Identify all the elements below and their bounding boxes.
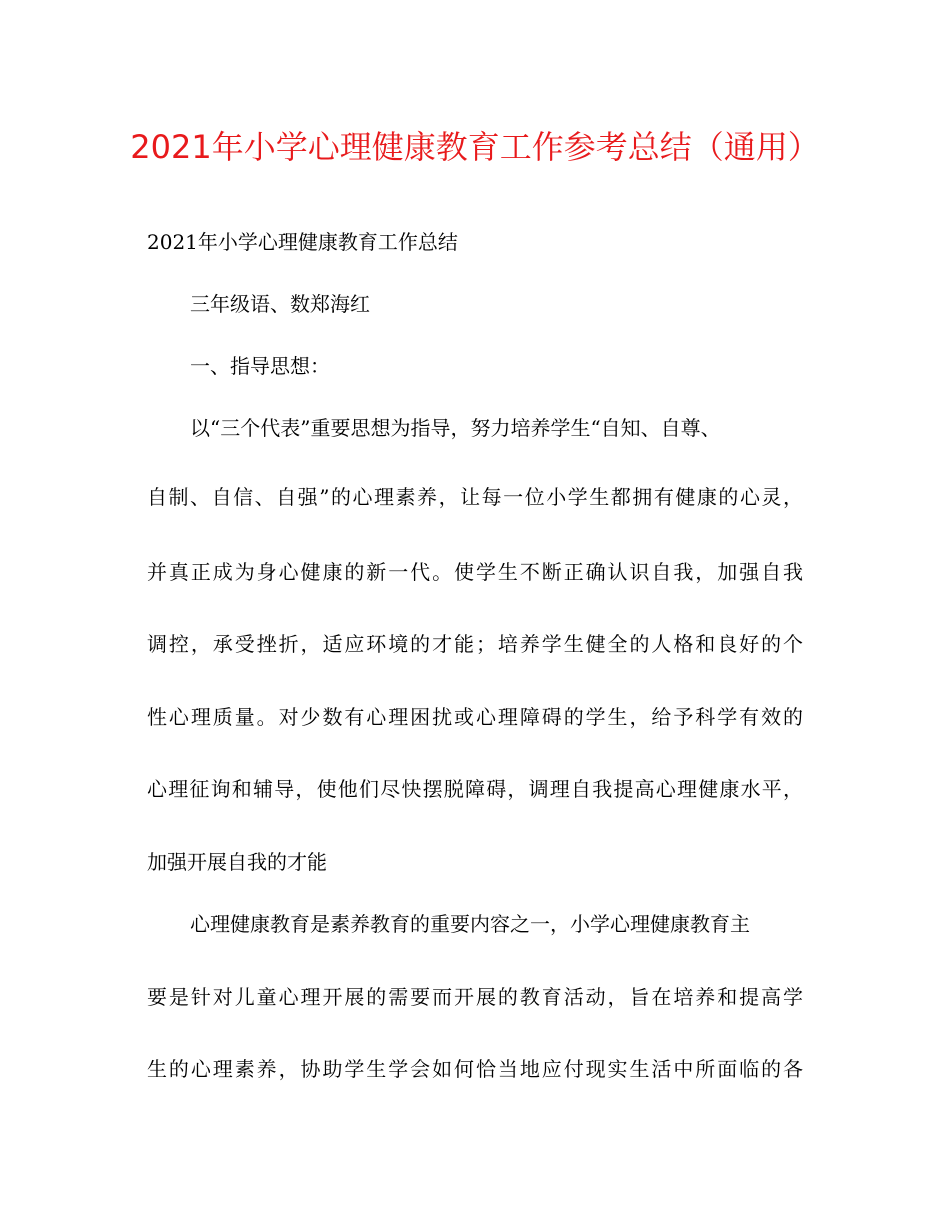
- paragraph-1-line-5: 性心理质量。对少数有心理困扰或心理障碍的学生，给予科学有效的: [147, 705, 803, 729]
- paragraph-2-line-3: 生的心理素养，协助学生学会如何恰当地应付现实生活中所面临的各: [147, 1057, 803, 1081]
- section-heading: 一、指导思想：: [190, 354, 330, 378]
- paragraph-1-line-1: 以“三个代表”重要思想为指导，努力培养学生“自知、自尊、: [190, 416, 721, 440]
- paragraph-1-line-6: 心理征询和辅导，使他们尽快摆脱障碍，调理自我提高心理健康水平，: [147, 777, 803, 801]
- paragraph-1-line-2: 自制、自信、自强”的心理素养，让每一位小学生都拥有健康的心灵，: [147, 485, 803, 509]
- author-line: 三年级语、数郑海红: [190, 292, 370, 316]
- paragraph-1-line-7: 加强开展自我的才能: [147, 850, 327, 874]
- document-title: 2021年小学心理健康教育工作参考总结（通用）: [130, 128, 820, 166]
- paragraph-2-line-1: 心理健康教育是素养教育的重要内容之一，小学心理健康教育主: [190, 912, 750, 936]
- document-subtitle: 2021年小学心理健康教育工作总结: [147, 230, 458, 254]
- paragraph-1-line-4: 调控，承受挫折，适应环境的才能；培养学生健全的人格和良好的个: [147, 632, 803, 656]
- paragraph-1-line-3: 并真正成为身心健康的新一代。使学生不断正确认识自我，加强自我: [147, 560, 803, 584]
- paragraph-2-line-2: 要是针对儿童心理开展的需要而开展的教育活动，旨在培养和提高学: [147, 985, 803, 1009]
